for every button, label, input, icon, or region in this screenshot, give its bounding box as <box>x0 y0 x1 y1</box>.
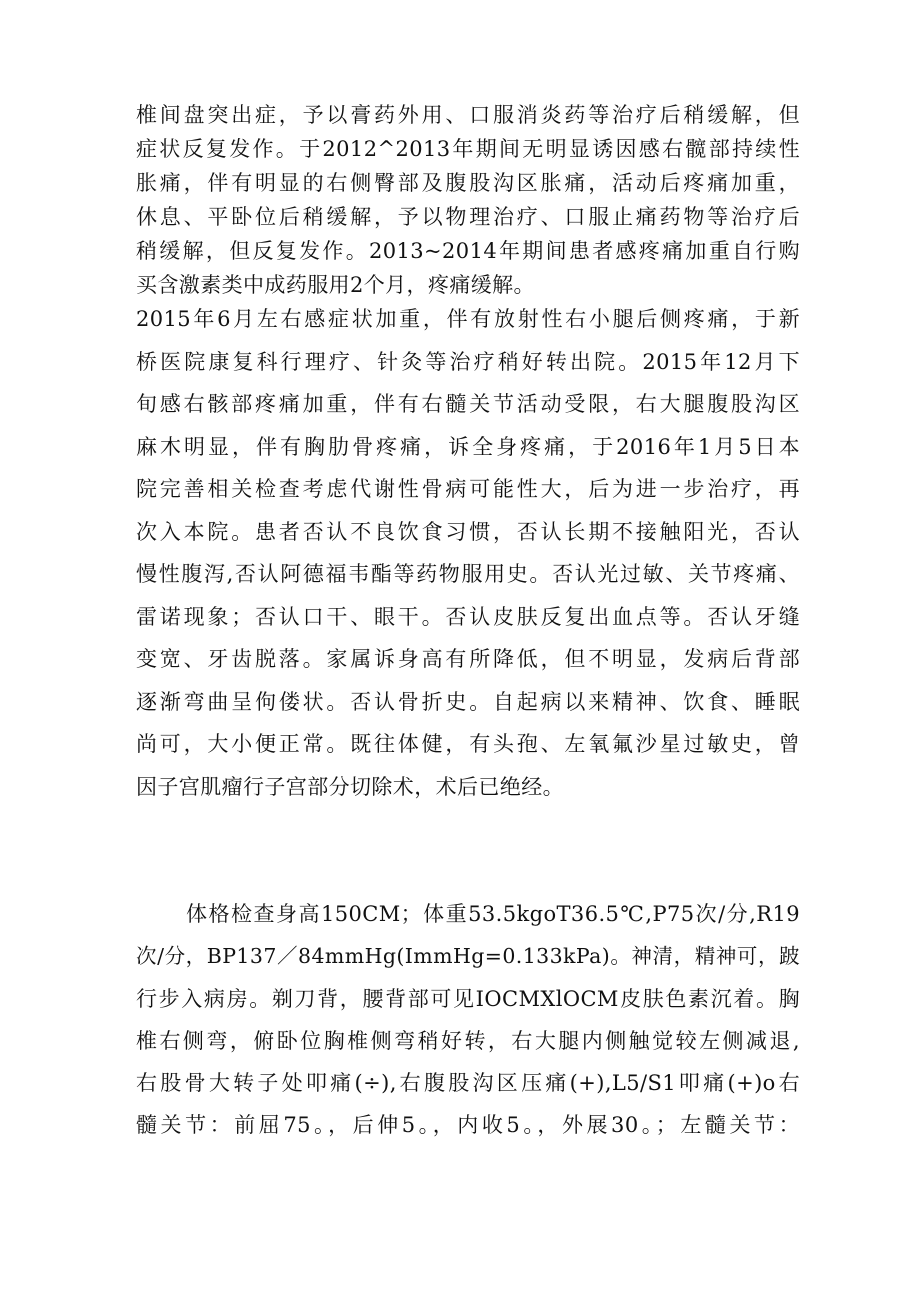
paragraph-2015-course <box>136 298 800 808</box>
text-line: 体格检查身高150CM；体重53.5kgoT36.5℃,P75次/分,R19 <box>186 902 800 926</box>
text-line: 桥医院康复科行理疗、针灸等治疗稍好转出院。2015年12月下 <box>136 349 800 374</box>
text-line: 尚可，大小便正常。既往体健，有头孢、左氧氟沙星过敏史，曾 <box>136 732 800 756</box>
text-line: 雷诺现象；否认口干、眼干。否认皮肤反复出血点等。否认牙缝 <box>136 604 800 629</box>
text-line: 右股骨大转子处叩痛(÷),右腹股沟区压痛(+),L5/S1叩痛(+)o右 <box>136 1071 800 1096</box>
text-line: 胀痛，伴有明显的右侧臀部及腹股沟区胀痛，活动后疼痛加重， <box>136 171 800 195</box>
text-line: 旬感右骸部疼痛加重，伴有右髓关节活动受限，右大腿腹股沟区 <box>136 392 800 416</box>
text-line: 症状反复发作。于2012^2013年期间无明显诱因感右髋部持续性 <box>136 137 800 161</box>
text-line: 麻木明显，伴有胸肋骨疼痛，诉全身疼痛，于2016年1月5日本 <box>136 434 800 459</box>
text-line: 稍缓解，但反复发作。2013~2014年期间患者感疼痛加重自行购 <box>136 239 800 263</box>
text-line: 因子宫肌瘤行子宫部分切除术，术后已绝经。 <box>136 774 564 799</box>
text-line: 2015年6月左右感症状加重，伴有放射性右小腿后侧疼痛，于新 <box>136 307 800 331</box>
text-line: 买含激素类中成药服用2个月，疼痛缓解。 <box>136 273 535 297</box>
text-line: 行步入病房。剃刀背，腰背部可见IOCMXlOCM皮肤色素沉着。胸 <box>136 986 800 1011</box>
paragraph-history-continued <box>136 98 800 302</box>
text-line: 变宽、牙齿脱落。家属诉身高有所降低，但不明显，发病后背部 <box>136 647 800 671</box>
text-line: 逐渐弯曲呈佝偻状。否认骨折史。自起病以来精神、饮食、睡眠 <box>136 689 800 714</box>
text-line: 次/分，BP137／84mmHg(ImmHg=0.133kPa)。神清，精神可，跛 <box>136 944 800 969</box>
paragraph-physical-exam <box>136 893 800 1147</box>
text-line: 院完善相关检查考虑代谢性骨病可能性大，后为进一步治疗，再 <box>136 477 800 501</box>
text-line: 慢性腹泻,否认阿德福韦酯等药物服用史。否认光过敏、关节疼痛、 <box>136 562 800 586</box>
text-line: 髓关节：前屈75。，后伸5。，内收5。，外展30。；左髓关节： <box>136 1113 800 1138</box>
text-line: 次入本院。患者否认不良饮食习惯，否认长期不接触阳光，否认 <box>136 519 800 544</box>
text-line: 椎右侧弯，俯卧位胸椎侧弯稍好转，右大腿内侧触觉较左侧减退, <box>136 1028 800 1053</box>
text-line: 休息、平卧位后稍缓解，予以物理治疗、口服止痛药物等治疗后 <box>136 205 800 229</box>
text-line: 椎间盘突出症，予以膏药外用、口服消炎药等治疗后稍缓解，但 <box>136 103 800 127</box>
